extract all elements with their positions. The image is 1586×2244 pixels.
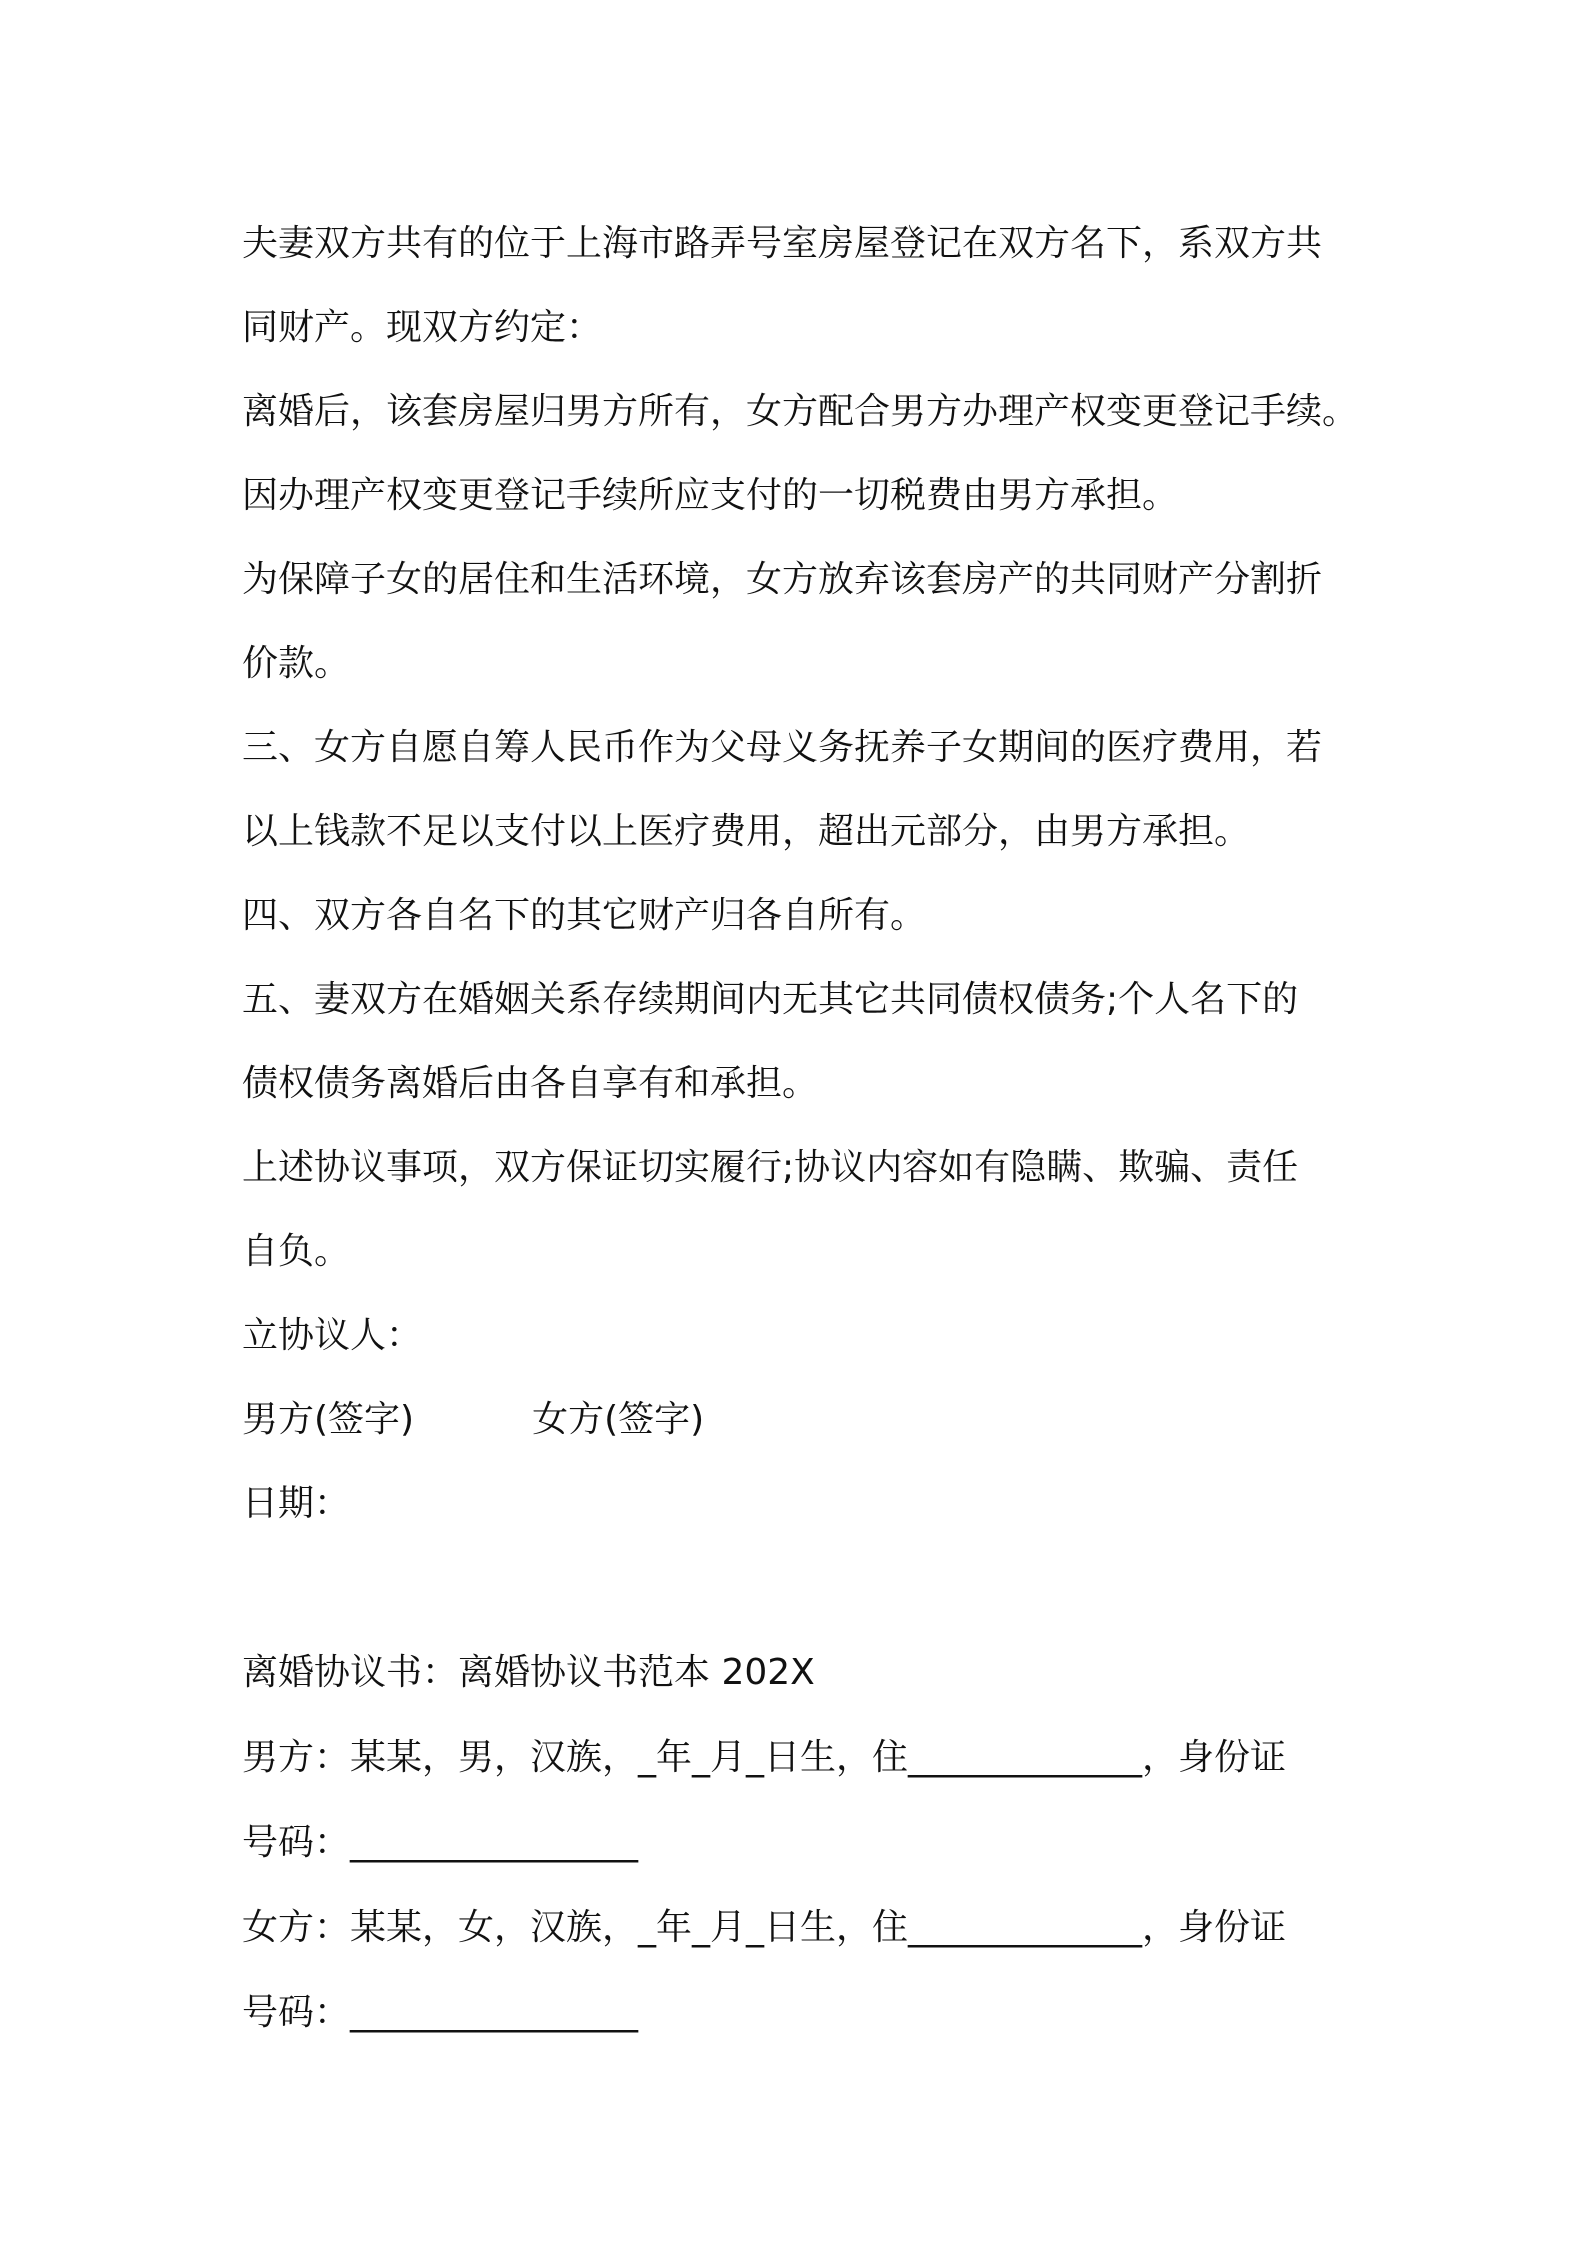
paragraph-line: 以上钱款不足以支付以上医疗费用，超出元部分，由男方承担。 bbox=[242, 811, 1251, 852]
agreement-header-section bbox=[242, 1630, 1367, 2055]
male-signature-label: 男方(签字) bbox=[242, 1399, 415, 1440]
paragraph-line: 同财产。现双方约定： bbox=[242, 307, 603, 348]
paragraph-line: 因办理产权变更登记手续所应支付的一切税费由男方承担。 bbox=[242, 475, 1179, 516]
male-party-info: 男方：某某，男，汉族，_年_月_日生，住_____________，身份证 bbox=[242, 1737, 1287, 1778]
paragraph-line: 夫妻双方共有的位于上海市路弄号室房屋登记在双方名下，系双方共 bbox=[242, 223, 1323, 264]
paragraph-line: 离婚后，该套房屋归男方所有，女方配合男方办理产权变更登记手续。 bbox=[242, 391, 1359, 432]
paragraph-line: 上述协议事项，双方保证切实履行;协议内容如有隐瞒、欺骗、责任 bbox=[242, 1147, 1299, 1188]
document-body bbox=[242, 202, 1367, 2055]
date-label: 日期： bbox=[242, 1483, 351, 1524]
paragraph-line: 为保障子女的居住和生活环境，女方放弃该套房产的共同财产分割折 bbox=[242, 559, 1323, 600]
paragraph-line: 债权债务离婚后由各自享有和承担。 bbox=[242, 1063, 819, 1104]
agreement-title: 离婚协议书：离婚协议书范本 202X bbox=[242, 1652, 815, 1693]
female-party-info: 女方：某某，女，汉族，_年_月_日生，住_____________，身份证 bbox=[242, 1907, 1287, 1948]
paragraph-line: 三、女方自愿自筹人民币作为父母义务抚养子女期间的医疗费用，若 bbox=[242, 727, 1323, 768]
female-id-number: 号码：________________ bbox=[242, 1992, 639, 2033]
male-id-number: 号码：________________ bbox=[242, 1822, 639, 1863]
signature-row bbox=[242, 1378, 1367, 1462]
signatories-label: 立协议人： bbox=[242, 1315, 423, 1356]
section-spacer bbox=[242, 1546, 1367, 1630]
female-signature-label: 女方(签字) bbox=[532, 1399, 705, 1440]
paragraph-line: 自负。 bbox=[242, 1231, 351, 1272]
paragraph-line: 四、双方各自名下的其它财产归各自所有。 bbox=[242, 895, 927, 936]
paragraph-line: 五、妻双方在婚姻关系存续期间内无其它共同债权债务;个人名下的 bbox=[242, 979, 1299, 1020]
paragraph-line: 价款。 bbox=[242, 643, 351, 684]
